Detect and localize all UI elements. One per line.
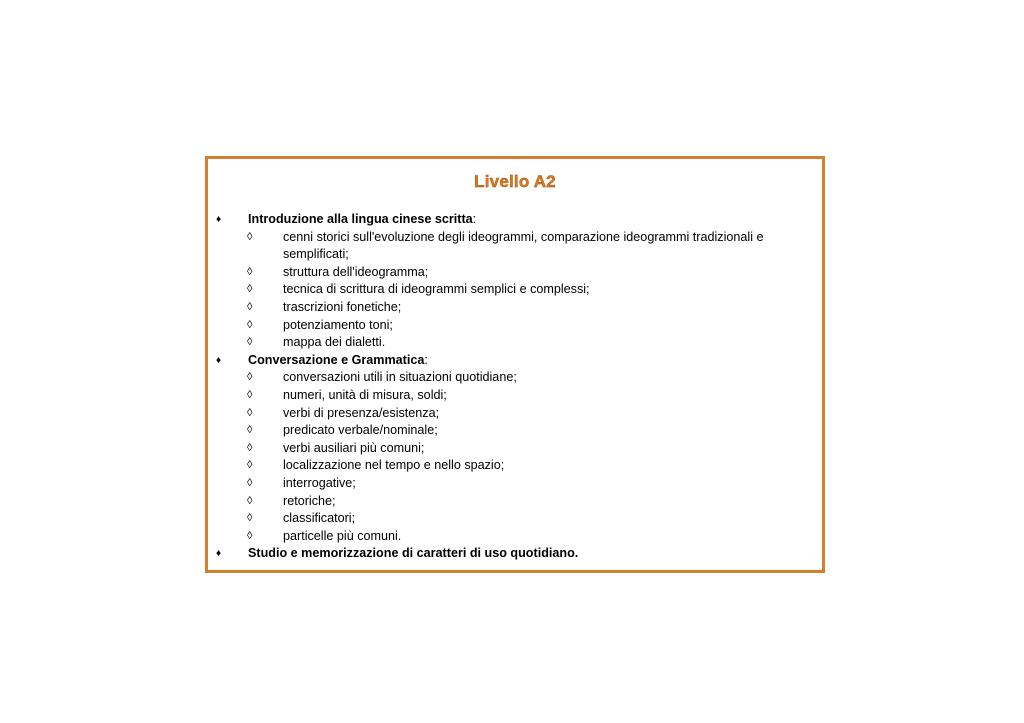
diamond-outline-icon: ◊ xyxy=(247,406,253,419)
diamond-bullet-icon: ♦ xyxy=(216,214,222,225)
diamond-outline-icon: ◊ xyxy=(247,476,253,489)
list-item-text: classificatori; xyxy=(283,511,356,526)
list-item xyxy=(208,422,822,440)
list-item-text: particelle più comuni. xyxy=(283,528,402,543)
list-item xyxy=(208,475,822,493)
list-item xyxy=(208,493,822,511)
list-item-text: conversazioni utili in situazioni quotidiane; xyxy=(283,370,517,385)
diamond-outline-icon: ◊ xyxy=(247,336,253,349)
list-item xyxy=(208,264,822,282)
diamond-outline-icon: ◊ xyxy=(247,424,253,437)
list-item xyxy=(208,457,822,475)
list-item xyxy=(208,510,822,528)
diamond-outline-icon: ◊ xyxy=(247,265,253,278)
list-item xyxy=(208,334,822,352)
list-item-text: localizzazione nel tempo e nello spazio; xyxy=(283,458,505,473)
diamond-outline-icon: ◊ xyxy=(247,318,253,331)
list-item xyxy=(208,387,822,405)
diamond-outline-icon: ◊ xyxy=(247,512,253,525)
diamond-bullet-icon: ♦ xyxy=(216,354,222,366)
list-item xyxy=(208,299,822,317)
list-item xyxy=(208,317,822,335)
syllabus-list xyxy=(208,211,822,563)
list-item xyxy=(208,405,822,423)
list-item-text: interrogative; xyxy=(283,475,356,490)
section-suffix: : xyxy=(472,212,477,226)
list-item-text: cenni storici sull'evoluzione degli ideogrammi, comparazione ideogrammi tradizionali e semplificati; xyxy=(283,229,764,262)
list-item-text: verbi ausiliari più comuni; xyxy=(283,440,425,455)
section-title: Introduzione alla lingua cinese scritta xyxy=(248,212,473,226)
section-title: Conversazione e Grammatica xyxy=(248,352,425,367)
list-item xyxy=(208,528,822,546)
section-suffix: : xyxy=(424,352,428,367)
list-item-text: struttura dell'ideogramma; xyxy=(283,264,429,279)
list-item-text: mappa dei dialetti. xyxy=(283,335,386,350)
section-title: Studio e memorizzazione di caratteri di uso quotidiano. xyxy=(248,546,579,561)
diamond-outline-icon: ◊ xyxy=(247,529,253,542)
list-item-text: retoriche; xyxy=(283,493,336,508)
diamond-outline-icon: ◊ xyxy=(247,388,253,401)
list-item-text: trascrizioni fonetiche; xyxy=(283,299,402,314)
diamond-outline-icon: ◊ xyxy=(247,441,253,454)
list-item-text: predicato verbale/nominale; xyxy=(283,423,438,438)
diamond-outline-icon: ◊ xyxy=(247,459,253,472)
diamond-outline-icon: ◊ xyxy=(247,494,253,507)
list-item-text: tecnica di scrittura di ideogrammi semplici e complessi; xyxy=(283,282,590,297)
diamond-bullet-icon: ♦ xyxy=(216,548,222,560)
diamond-outline-icon: ◊ xyxy=(247,371,253,384)
list-item xyxy=(208,281,822,299)
list-item xyxy=(208,229,822,264)
diamond-outline-icon: ◊ xyxy=(247,230,253,243)
list-item xyxy=(208,369,822,387)
level-box xyxy=(205,156,825,573)
list-item-text: verbi di presenza/esistenza; xyxy=(283,405,440,420)
section-heading xyxy=(208,545,822,563)
list-item-text: numeri, unità di misura, soldi; xyxy=(283,387,447,402)
section-heading xyxy=(208,352,822,370)
level-title: Livello A2 xyxy=(474,172,556,191)
diamond-outline-icon: ◊ xyxy=(247,283,253,296)
diamond-outline-icon: ◊ xyxy=(247,300,253,313)
list-item-text: potenziamento toni; xyxy=(283,317,393,332)
section-heading xyxy=(208,211,822,229)
list-item xyxy=(208,440,822,458)
